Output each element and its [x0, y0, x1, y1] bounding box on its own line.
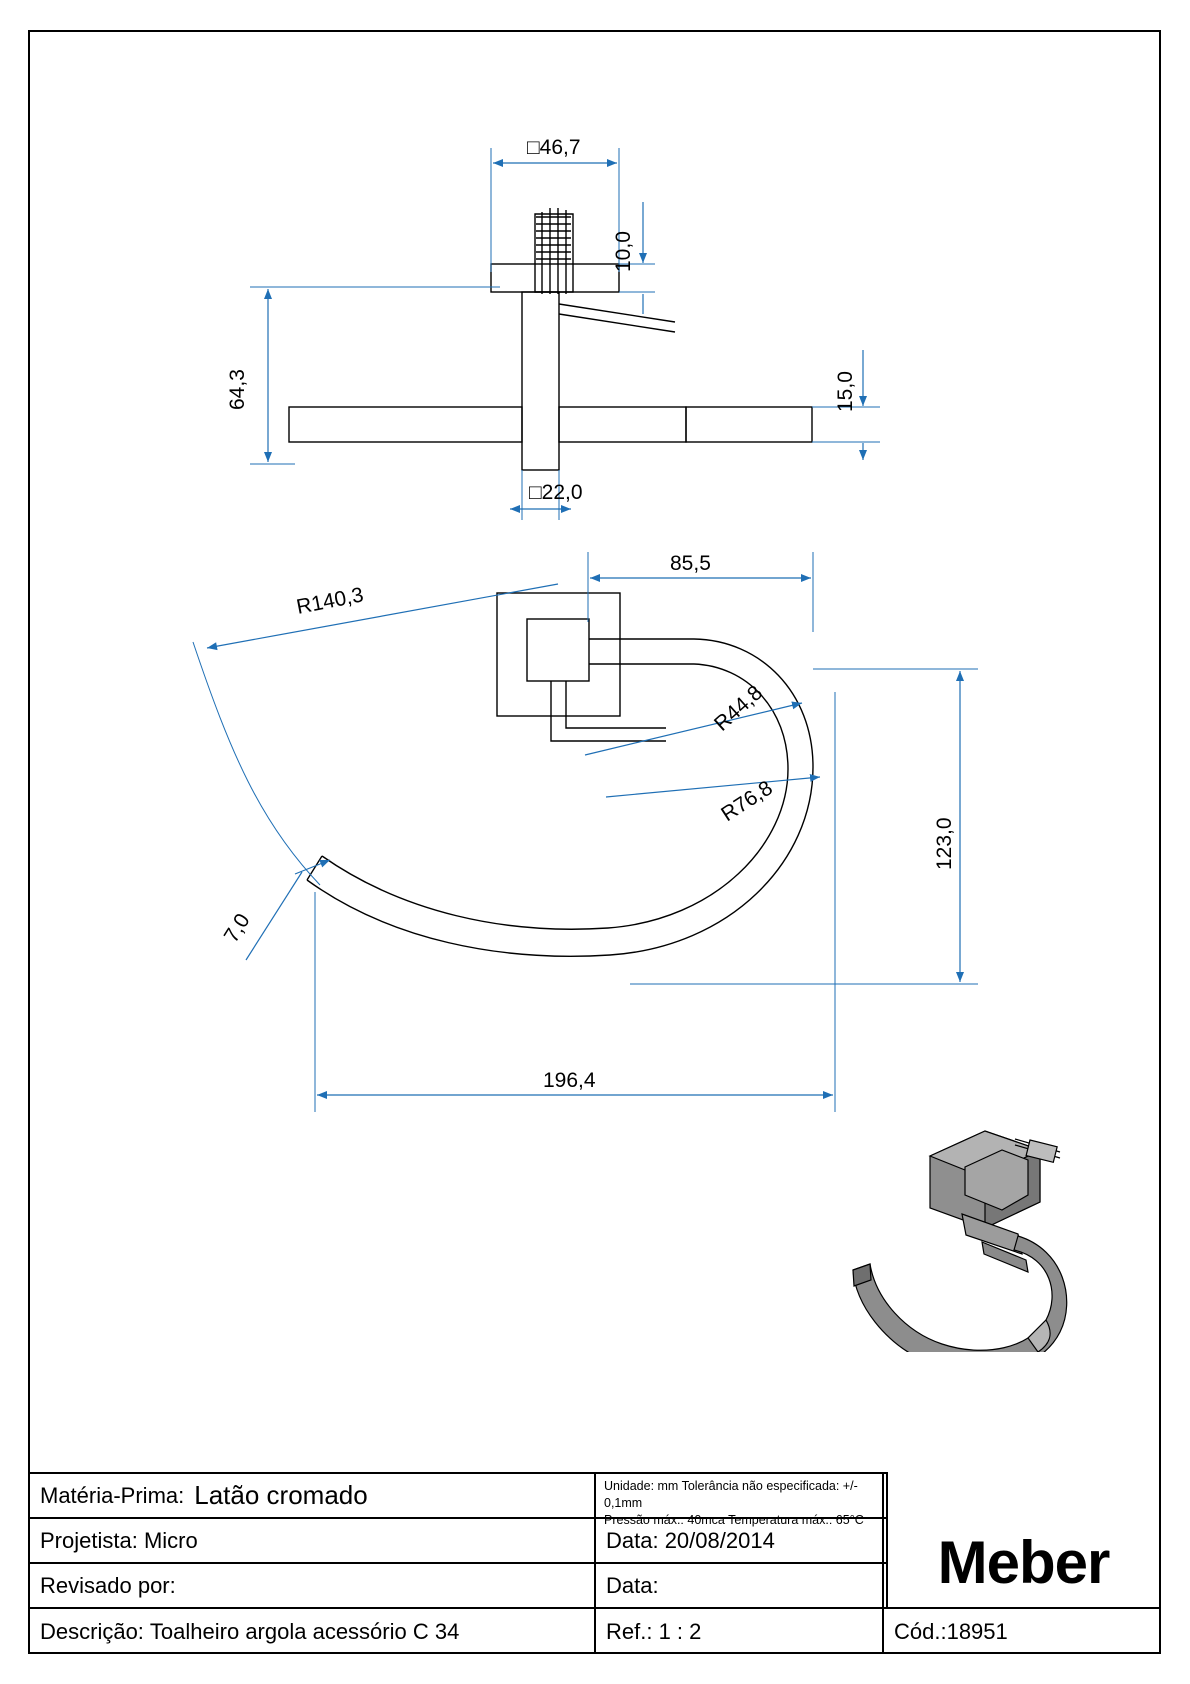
designer-label: Projetista: — [40, 1527, 138, 1553]
designer-value: Micro — [143, 1527, 198, 1553]
dimension-196-4 — [315, 692, 835, 1112]
dim-label-46-7: □46,7 — [527, 136, 581, 159]
dimension-10-0 — [612, 202, 655, 314]
material-label: Matéria-Prima: — [40, 1482, 185, 1508]
dimension-7-0 — [220, 860, 330, 960]
notes-cell — [596, 1474, 884, 1527]
code-cell — [884, 1609, 1157, 1654]
code-label: Cód.:18951 — [894, 1618, 1008, 1644]
title-block — [30, 1472, 1159, 1652]
dim-label-64-3: 64,3 — [226, 369, 249, 410]
reviewer-cell — [30, 1564, 596, 1607]
scale-cell — [596, 1609, 884, 1654]
date-cell-2 — [596, 1564, 884, 1607]
designer-cell — [30, 1519, 596, 1562]
top-view-geometry — [289, 208, 812, 470]
drawing-sheet — [28, 30, 1161, 1654]
brand-logo-top-spacer — [886, 1472, 1159, 1517]
scale-label: Ref.: 1 : 2 — [606, 1618, 702, 1644]
title-block-row-description — [30, 1609, 1159, 1654]
date-label-1: Data: 20/08/2014 — [606, 1527, 775, 1553]
dim-label-196-4: 196,4 — [543, 1069, 596, 1092]
dim-label-7-0: 7,0 — [219, 909, 255, 947]
brand-text: Meber — [937, 1528, 1110, 1596]
dim-label-15-0: 15,0 — [834, 371, 857, 412]
technical-drawing-area — [30, 32, 1159, 1352]
dim-label-85-5: 85,5 — [670, 552, 711, 575]
dimension-R140-3 — [193, 583, 558, 885]
dim-label-R76-8: R76,8 — [717, 776, 777, 827]
isometric-view — [853, 1131, 1067, 1352]
description-value: Toalheiro argola acessório C 34 — [149, 1618, 460, 1644]
dimension-64-3 — [226, 287, 500, 464]
description-cell — [30, 1609, 596, 1654]
dim-label-R140-3: R140,3 — [294, 583, 366, 619]
material-cell — [30, 1474, 596, 1517]
dimension-15-0 — [812, 350, 880, 460]
dimension-R44-8 — [585, 681, 802, 755]
material-value: Latão cromado — [194, 1480, 368, 1510]
dimension-85-5 — [588, 552, 813, 632]
dim-label-22-0: □22,0 — [529, 481, 583, 504]
dimension-22-0 — [510, 470, 583, 520]
brand-logo — [886, 1517, 1159, 1607]
reviewer-label: Revisado por: — [40, 1572, 176, 1598]
notes-line-2: Pressão máx.: 40mca Temperatura máx.: 65°C — [604, 1512, 864, 1527]
notes-line-1: Unidade: mm Tolerância não especificada: +/- 0,1mm — [604, 1479, 858, 1510]
date-cell-1 — [596, 1519, 884, 1562]
front-view-geometry — [307, 593, 813, 956]
dimension-R76-8 — [606, 776, 820, 826]
dim-label-123-0: 123,0 — [933, 817, 956, 870]
description-label: Descrição: — [40, 1618, 144, 1644]
date-label-2: Data: — [606, 1572, 659, 1598]
dim-label-R44-8: R44,8 — [709, 681, 767, 736]
dim-label-10-0: 10,0 — [612, 231, 635, 272]
